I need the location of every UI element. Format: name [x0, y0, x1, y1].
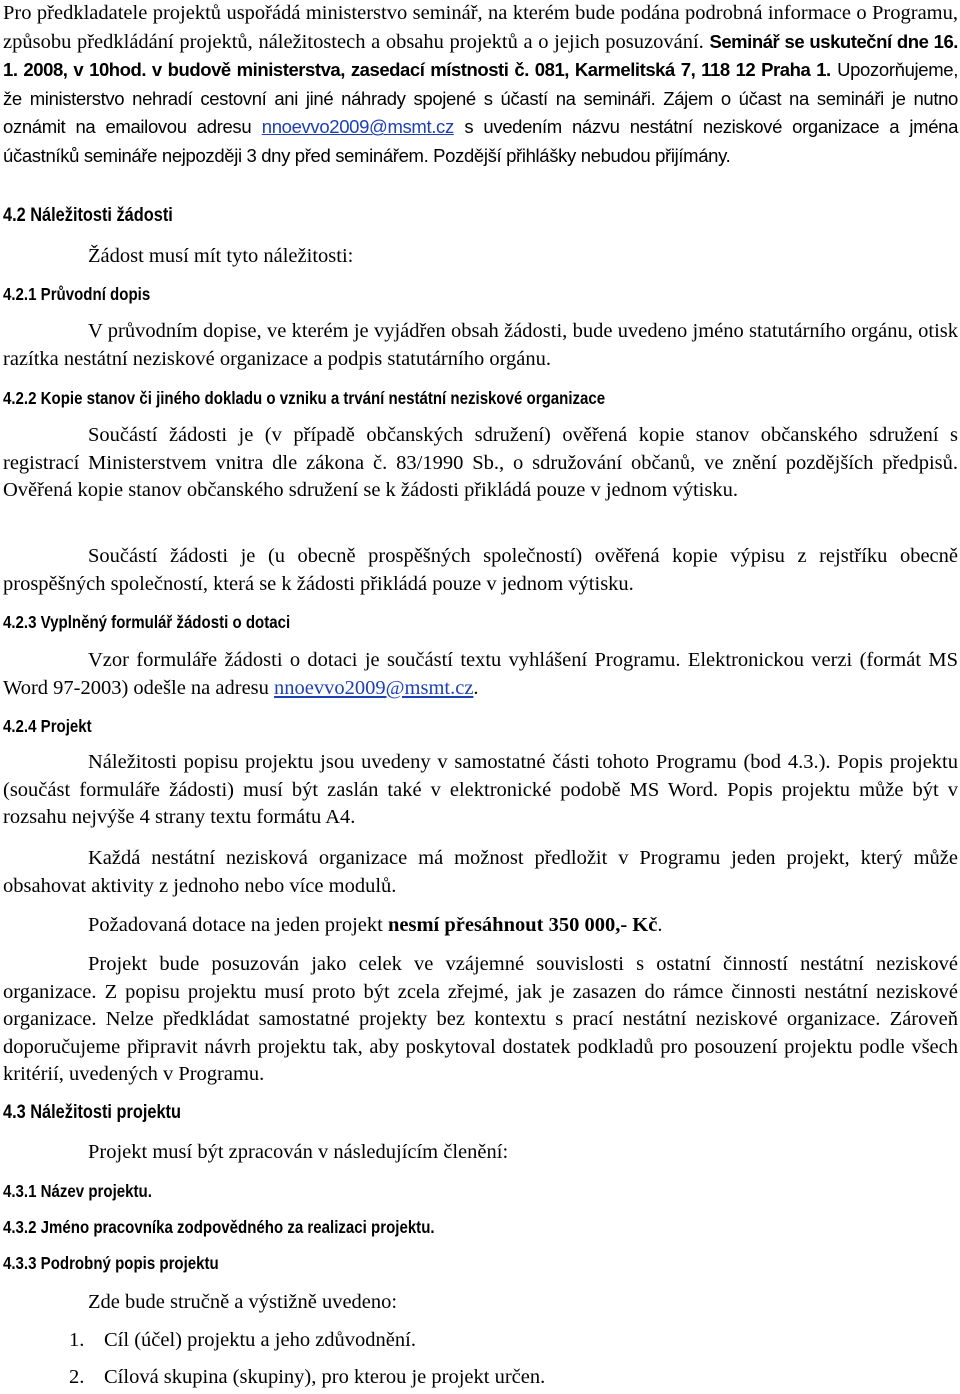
heading-4-3-2: 4.3.2 Jméno pracovníka zodpovědného za realizaci projektu. [3, 1217, 435, 1237]
sec433-intro: Zde bude stručně a výstižně uvedeno: [88, 1291, 398, 1313]
sec423-end: . [473, 676, 479, 699]
list-item-text: Cíl (účel) projektu a jeho zdůvodnění. [104, 1329, 416, 1351]
seminar-date-bold: Seminář se uskuteční dne 16. 1. 2008, v 10hod. v budově ministerstva, zasedací místnosti č. 081, Karmelitská 7, 118 12 Praha 1. [3, 30, 958, 81]
sec423-text: Vzor formuláře žádosti o dotaci je součástí textu vyhlášení Programu. Elektronickou verzi (formát MS Word 97-2003) odešle na adresu [3, 649, 958, 699]
sec43-intro: Projekt musí být zpracován v následujícím členění: [88, 1141, 509, 1163]
list-item [69, 1327, 416, 1355]
sec424-paragraph-3 [3, 912, 958, 940]
list-item [69, 1364, 545, 1392]
heading-4-3-3: 4.3.3 Podrobný popis projektu [3, 1253, 219, 1273]
heading-4-3: 4.3 Náležitosti projektu [3, 1102, 181, 1123]
sec424-paragraph-2: Každá nestátní nezisková organizace má možnost předložit v Programu jeden projekt, který může obsahovat aktivity z jednoho nebo více modulů. [3, 847, 958, 897]
intro-text-1: Pro předkladatele projektů uspořádá ministerstvo seminář, na kterém bude podána podrobná informace o Programu, způsobu předkládání projektů, náležitostech a obsahu projektů a o jejich posuzování. [3, 2, 958, 53]
sec423-email-link[interactable]: nnoevvo2009@msmt.cz [274, 676, 474, 699]
sec424-paragraph-4: Projekt bude posuzován jako celek ve vzájemné souvislosti s ostatní činností nestátní neziskové organizace. Z popisu projektu musí proto být zcela zřejmé, jak je zasazen do rámce činnosti nestátní neziskové organizace. Nelze předkládat samostatné projekty bez kontextu s prací nestátní neziskové organizace. Zároveň doporučujeme připravit návrh projektu tak, aby poskytoval dostatek podkladů pro posouzení projektu podle všech kritérií, uvedených v Programu. [3, 953, 958, 1085]
sec422-paragraph-1: Součástí žádosti je (v případě občanských sdružení) ověřená kopie stanov občanského sdružení s registrací Ministerstvem vnitra dle zákona č. 83/1990 Sb., o sdružování občanů, ve znění pozdějších předpisů. Ověřená kopie stanov občanského sdružení se k žádosti přikládá pouze v jednom výtisku. [3, 424, 958, 501]
heading-4-2-4: 4.2.4 Projekt [3, 716, 92, 736]
heading-4-2: 4.2 Náležitosti žádosti [3, 205, 173, 226]
list-item-number: 1. [69, 1329, 85, 1351]
sec424-p3-text: Požadovaná dotace na jeden projekt [88, 914, 383, 936]
heading-4-2-2: 4.2.2 Kopie stanov či jiného dokladu o vzniku a trvání nestátní neziskové organizace [3, 388, 606, 408]
list-item-text: Cílová skupina (skupiny), pro kterou je projekt určen. [104, 1366, 546, 1388]
heading-4-2-1: 4.2.1 Průvodní dopis [3, 284, 151, 304]
sec422-paragraph-2: Součástí žádosti je (u obecně prospěšných společností) ověřená kopie výpisu z rejstříku obecně prospěšných společností, která se k žádosti přikládá pouze v jednom výtisku. [3, 545, 958, 595]
max-amount-bold: nesmí přesáhnout 350 000,- Kč [387, 914, 658, 936]
sec423-paragraph [3, 647, 958, 702]
intro-text-4: s uvedením názvu nestátní neziskové organizace a jména účastníků semináře nejpozději 3 dny před seminářem. Pozdější přihlášky nebudou přijímány. [3, 116, 959, 166]
sec424-p3-end: . [657, 914, 663, 936]
heading-4-3-1: 4.3.1 Název projektu. [3, 1181, 152, 1201]
intro-text-3: Upozorňujeme, že ministerstvo nehradí cestovní ani jiné náhrady spojené s účastí na semináři. Zájem o účast na semináři je nutno oznámit na emailovou adresu [3, 59, 958, 138]
list-item-number: 2. [69, 1366, 85, 1388]
intro-paragraph [3, 0, 958, 171]
sec421-paragraph: V průvodním dopise, ve kterém je vyjádřen obsah žádosti, bude uvedeno jméno statutárního orgánu, otisk razítka nestátní neziskové organizace a podpis statutárního orgánu. [3, 320, 958, 370]
heading-4-2-3: 4.2.3 Vyplněný formulář žádosti o dotaci [3, 612, 291, 632]
sec424-paragraph-1: Náležitosti popisu projektu jsou uvedeny v samostatné části tohoto Programu (bod 4.3.). Popis projektu (součást formuláře žádosti) musí být zaslán také v elektronické podobě MS Word. Popis projektu může být v rozsahu nejvýše 4 strany textu formátu A4. [3, 751, 958, 828]
email-link[interactable]: nnoevvo2009@msmt.cz [261, 116, 454, 138]
sec42-intro: Žádost musí mít tyto náležitosti: [88, 245, 354, 267]
